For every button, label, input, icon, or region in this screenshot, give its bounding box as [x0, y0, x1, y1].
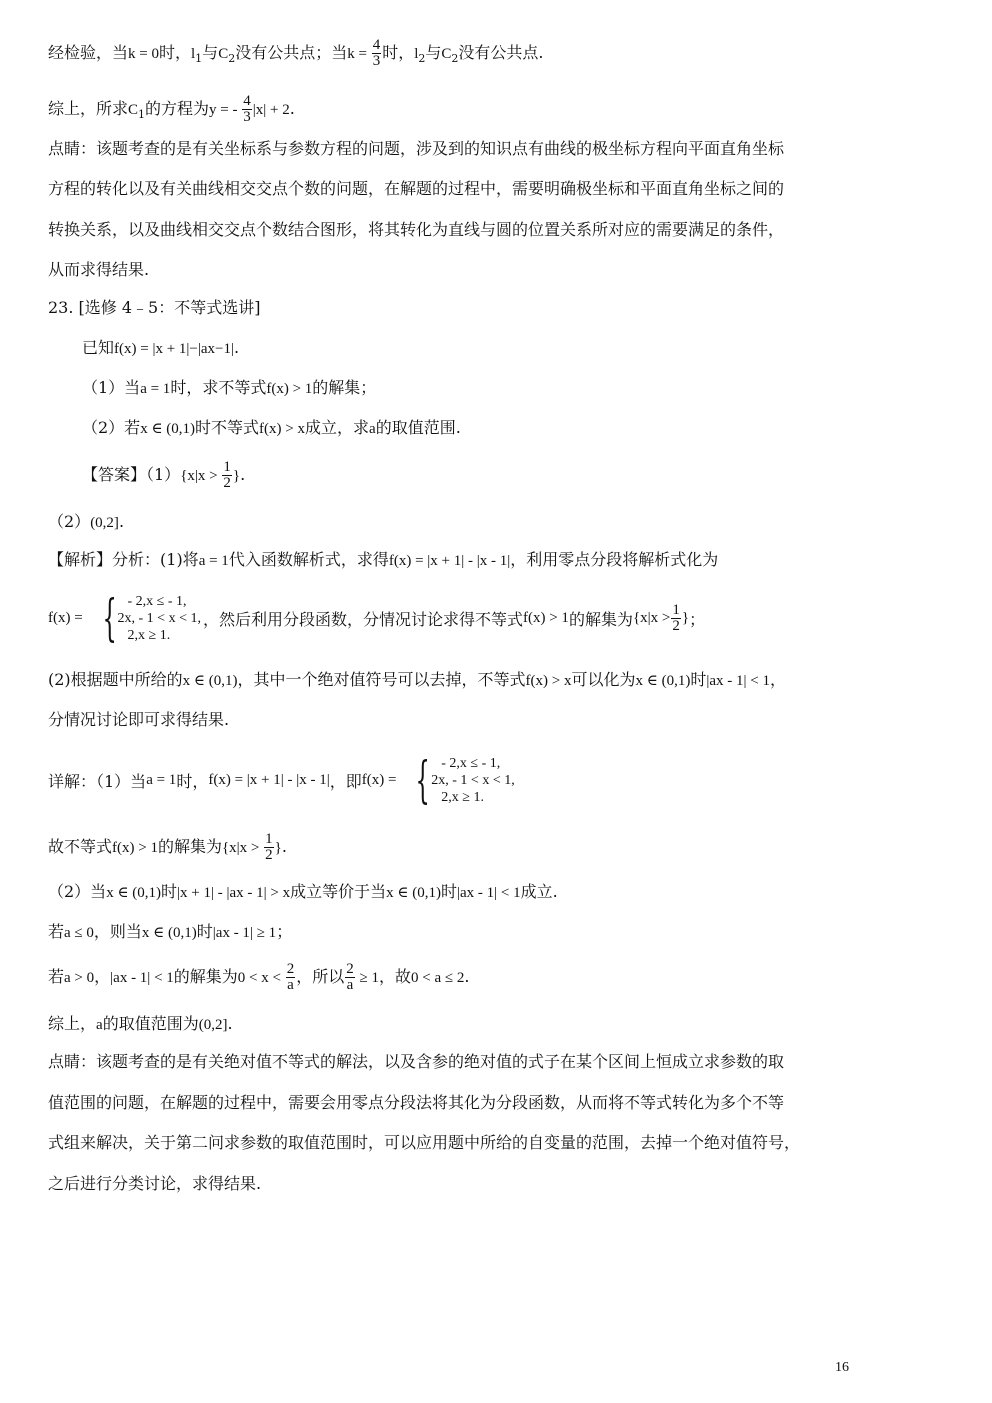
text-run: ；: [276, 922, 293, 941]
fraction-1-2: [264, 832, 274, 863]
math-a-le-0: a ≤ 0: [64, 925, 94, 941]
text-line-21: [48, 962, 469, 993]
text-run: 经检验，当: [48, 43, 129, 62]
fraction-numerator: 1: [223, 459, 231, 475]
text-line-18: [48, 832, 287, 863]
text-run: .: [464, 967, 470, 986]
text-run: 已知: [82, 338, 115, 357]
text-run: 与: [202, 43, 219, 62]
fraction-1-2: [671, 603, 681, 634]
fraction-4-3: [242, 94, 252, 125]
fraction-2-a: [286, 962, 296, 993]
text-run: 时，: [382, 43, 415, 62]
text-run: 综上，所求: [48, 99, 129, 118]
math-f-gt-x: f(x) > x: [525, 673, 572, 689]
math-ge-1: ≥ 1: [355, 970, 379, 986]
text-run: 的解集；: [312, 378, 377, 397]
text-run: .: [227, 1014, 233, 1033]
case-line: 2,x ≥ 1.: [127, 627, 171, 643]
text-line-25: 式组来解决，关于第二问求参数的取值范围时，可以应用题中所给的自变量的范围，去掉一个绝对值符号，: [48, 1133, 801, 1152]
analysis-label: 【解析】: [48, 550, 113, 569]
text-line-3: 点睛：该题考查的是有关坐标系与参数方程的问题，涉及到的知识点有曲线的极坐标方程向平面直角坐标: [48, 139, 785, 158]
text-run: 的解集为: [568, 609, 633, 629]
fraction-numerator: 2: [346, 961, 354, 977]
subscript: 1: [195, 52, 203, 66]
math-set-open: {x|x >: [180, 468, 222, 484]
math-a-range: 0 < a ≤ 2: [410, 970, 465, 986]
text-run: 时，求不等式: [170, 378, 267, 397]
text-line-20: [48, 920, 292, 945]
text-run: 的解集为: [173, 967, 238, 986]
math-function: f(x) = |x + 1| - |x - 1|: [388, 553, 511, 569]
text-line-8: [82, 336, 239, 361]
fraction-denominator: 3: [372, 53, 381, 69]
case-line: 2,x ≥ 1.: [441, 789, 484, 805]
math-f-gt-1: f(x) > 1: [266, 381, 313, 397]
math-abs-ge-1: |ax - 1| ≥ 1: [212, 925, 277, 941]
text-line-14: [48, 589, 706, 647]
math-l: l: [191, 46, 196, 62]
text-run: .: [118, 512, 125, 531]
text-line-17: [48, 751, 517, 809]
text-line-15: [48, 668, 786, 693]
math-function: f(x) = |x + 1| - |x - 1|: [208, 771, 330, 788]
text-run: ，利用零点分段将解析式化为: [510, 550, 719, 569]
text-run: ；: [689, 609, 706, 629]
text-run: 时: [196, 922, 213, 941]
math-x-in-0-1: x ∈ (0,1): [140, 421, 196, 437]
fraction-denominator: 2: [265, 847, 273, 863]
text-line-5: 转换关系，以及曲线相交交点个数结合图形，将其转化为直线与圆的位置关系所对应的需要满足的条件，: [48, 220, 785, 239]
math-a-equals-1: a = 1: [198, 553, 229, 569]
text-run: ，: [769, 670, 786, 689]
piecewise-cases: [118, 593, 201, 644]
math-abs-lt-1: |ax - 1| < 1: [110, 970, 174, 986]
math-c: C: [128, 102, 139, 118]
math-f-equals: f(x) =: [361, 771, 397, 788]
math-x-in-0-1: x ∈ (0,1): [106, 885, 162, 901]
text-line-16: 分情况讨论即可求得结果.: [48, 710, 230, 729]
math-x-in-0-1: x ∈ (0,1): [141, 925, 197, 941]
math-abs-lt-1: |ax - 1| < 1: [457, 885, 521, 901]
text-run: （1）当: [82, 378, 141, 397]
text-run: （2）: [48, 512, 91, 531]
text-run: 时，: [176, 771, 209, 791]
text-run: （2）若: [82, 418, 141, 437]
fraction-denominator: 2: [672, 617, 680, 634]
math-a-equals-1: a = 1: [140, 381, 171, 397]
math-x-in-0-1: x ∈ (0,1): [182, 673, 238, 689]
text-run: 成立，求: [305, 418, 370, 437]
text-run: 时: [441, 882, 458, 901]
math-f-gt-1: f(x) > 1: [112, 840, 158, 856]
text-line-10: [82, 416, 461, 441]
fraction-numerator: 1: [672, 601, 680, 618]
math-x-in-0-1: x ∈ (0,1): [635, 673, 691, 689]
text-run: 时，: [158, 43, 191, 62]
piecewise-function: [398, 751, 515, 809]
text-run: 没有公共点.: [458, 43, 544, 62]
text-run: (2)根据题中所给的: [48, 670, 183, 689]
text-run: 与: [425, 43, 442, 62]
text-run: 没有公共点；当: [235, 43, 348, 62]
text-run: 若: [48, 922, 65, 941]
math-f-gt-x: f(x) > x: [259, 421, 305, 437]
math-set-open: {x|x >: [221, 840, 264, 856]
math-set-close: }: [681, 609, 690, 626]
piecewise-function: [85, 589, 201, 647]
math-set-close: }: [232, 468, 241, 484]
fraction-2-a: [345, 962, 355, 993]
math-f-equals: f(x) =: [48, 609, 83, 626]
math-x-in-0-1: x ∈ (0,1): [386, 885, 441, 901]
fraction-4-3: [372, 38, 382, 69]
math-set-open: {x|x >: [632, 609, 671, 626]
math-k-equals-0: k = 0: [128, 46, 159, 62]
text-line-19: [48, 880, 558, 905]
text-run: 成立.: [520, 882, 558, 901]
answer-line: [82, 460, 245, 491]
brace-icon: {: [102, 589, 117, 647]
text-run: 故不等式: [48, 837, 113, 856]
text-run: 时不等式: [195, 418, 260, 437]
math-interval: (0,2]: [90, 515, 119, 531]
math-range: 0 < x <: [237, 970, 285, 986]
text-line-1: [48, 38, 544, 71]
fraction-denominator: a: [346, 977, 354, 993]
text-line-6: 从而求得结果.: [48, 260, 150, 279]
fraction-numerator: 1: [265, 831, 273, 847]
text-run: ，其中一个绝对值符号可以去掉，不等式: [237, 670, 526, 689]
text-run: ，即: [329, 771, 362, 791]
text-run: ，则当: [93, 922, 142, 941]
subscript: 2: [418, 52, 426, 66]
text-run: 若: [48, 967, 65, 986]
text-line-4: 方程的转化以及有关曲线相交交点个数的问题，在解题的过程中，需要明确极坐标和平面直角坐标之间的: [48, 179, 785, 198]
page-number: 16: [835, 1360, 849, 1375]
text-run: .: [289, 99, 295, 118]
text-run: 时: [161, 882, 178, 901]
text-run: ，: [94, 967, 111, 986]
fraction-denominator: 2: [223, 475, 231, 491]
math-c: C: [441, 46, 452, 62]
subscript: 2: [228, 52, 236, 66]
text-run: ，然后利用分段函数，分情况讨论求得不等式: [202, 609, 523, 629]
text-run: 的解集为: [157, 837, 222, 856]
problem-heading: 23. [选修 4﹣5：不等式选讲]: [48, 298, 261, 317]
text-line-2: [48, 94, 295, 127]
text-line-22: [48, 1012, 233, 1037]
text-run: 【答案】（1）: [82, 465, 181, 484]
text-line-26: 之后进行分类讨论，求得结果.: [48, 1174, 262, 1193]
math-a: a: [96, 1017, 103, 1033]
piecewise-cases: [431, 755, 514, 806]
text-run: 的取值范围.: [375, 418, 461, 437]
text-run: 详解：（1）当: [48, 771, 147, 791]
case-line: - 2,x ≤ - 1,: [441, 755, 501, 771]
math-abs-lt-1: |ax - 1| < 1: [706, 673, 770, 689]
text-run: 代入函数解析式，求得: [228, 550, 389, 569]
text-run: .: [234, 338, 240, 357]
fraction-denominator: a: [287, 977, 294, 993]
math-l: l: [414, 46, 419, 62]
math-function-definition: f(x) = |x + 1|−|ax−1|: [114, 341, 235, 357]
math-c: C: [218, 46, 229, 62]
brace-icon: {: [415, 751, 431, 809]
text-run: （2）当: [48, 882, 107, 901]
math-abs-x-plus-2: |x| + 2: [252, 102, 290, 118]
text-line-9: [82, 376, 376, 401]
text-run: .: [240, 465, 246, 484]
text-run: 成立等价于当: [290, 882, 387, 901]
text-run: ，所以: [296, 967, 345, 986]
case-line: 2x, - 1 < x < 1,: [431, 772, 515, 788]
text-run: 时: [690, 670, 707, 689]
math-a: a: [369, 421, 376, 437]
text-run: 的取值范围为: [102, 1014, 199, 1033]
case-line: - 2,x ≤ - 1,: [127, 593, 187, 609]
math-set-close: }: [274, 840, 282, 856]
case-line: 2x, - 1 < x < 1,: [117, 610, 201, 626]
subscript: 2: [451, 52, 459, 66]
subscript: 1: [138, 108, 146, 122]
analysis-line: [48, 548, 718, 573]
fraction-numerator: 4: [243, 93, 251, 109]
fraction-denominator: 3: [243, 109, 251, 125]
text-line-23: 点睛：该题考查的是有关绝对值不等式的解法，以及含参的绝对值的式子在某个区间上恒成立求参数的取: [48, 1052, 785, 1071]
text-run: 的方程为: [145, 99, 210, 118]
math-interval: (0,2]: [198, 1017, 228, 1033]
text-run: .: [281, 837, 287, 856]
text-line-12: [48, 510, 124, 535]
text-line-24: 值范围的问题，在解题的过程中，需要会用零点分段法将其化为分段函数，从而将不等式转化为多个不等: [48, 1093, 785, 1112]
fraction-1-2: [222, 460, 232, 491]
text-run: 分析：(1)将: [112, 550, 199, 569]
math-k-equals: k =: [347, 46, 371, 62]
math-inequality: |x + 1| - |ax - 1| > x: [177, 885, 291, 901]
text-run: 综上，: [48, 1014, 97, 1033]
math-a-gt-0: a > 0: [64, 970, 95, 986]
text-run: 可以化为: [571, 670, 636, 689]
math-a-equals-1: a = 1: [146, 771, 177, 788]
fraction-numerator: 4: [372, 37, 381, 53]
math-f-gt-1: f(x) > 1: [522, 609, 569, 626]
fraction-numerator: 2: [286, 961, 295, 977]
text-run: ，故: [378, 967, 411, 986]
math-y-equals: y = -: [209, 102, 242, 118]
